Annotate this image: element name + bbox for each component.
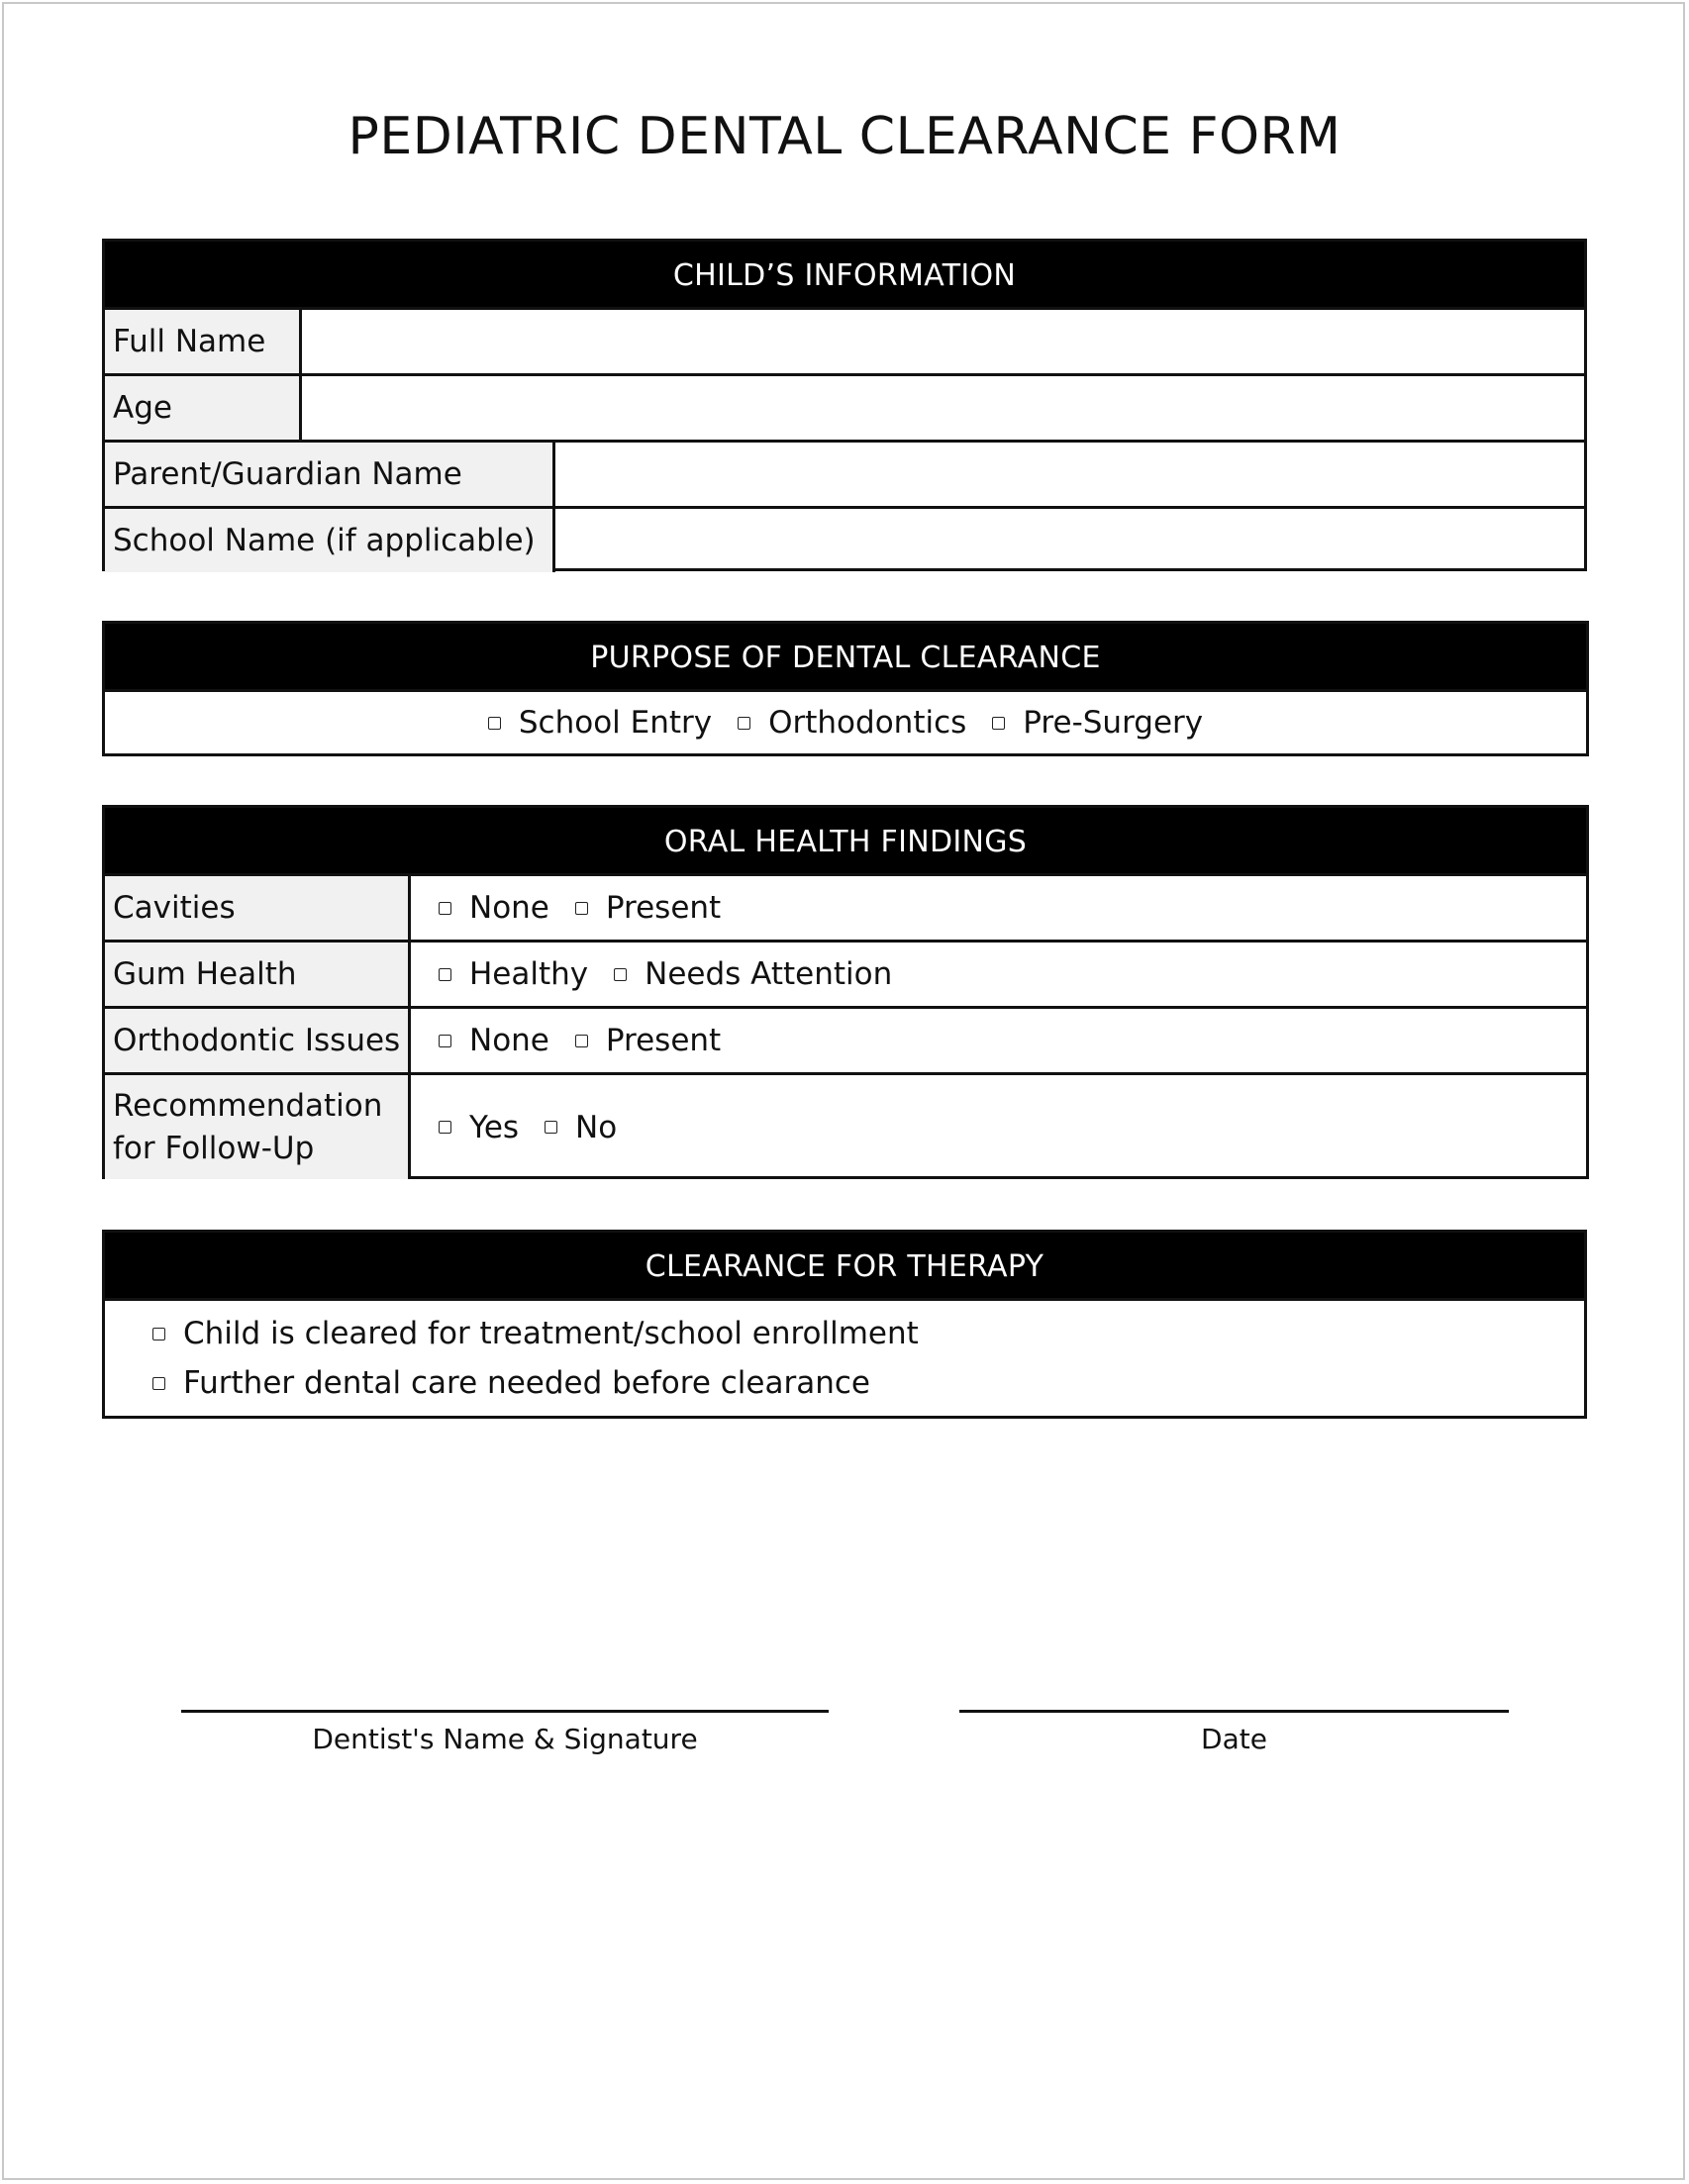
purpose-header: PURPOSE OF DENTAL CLEARANCE: [105, 624, 1586, 689]
checkbox-icon[interactable]: [152, 1377, 165, 1390]
purpose-section: [102, 621, 1589, 756]
full-name-field[interactable]: [302, 310, 1584, 373]
checkbox-icon[interactable]: [992, 717, 1005, 730]
therapy-options: [105, 1298, 1584, 1408]
dentist-signature-line[interactable]: [181, 1710, 829, 1713]
cavities-none-option[interactable]: None: [439, 890, 549, 926]
followup-label: Recommendation for Follow-Up: [105, 1075, 411, 1179]
checkbox-icon[interactable]: [488, 717, 501, 730]
therapy-option-cleared[interactable]: Child is cleared for treatment/school enrollment: [105, 1309, 1584, 1358]
gum-health-label: Gum Health: [105, 943, 411, 1006]
purpose-option-pre-surgery[interactable]: Pre-Surgery: [992, 705, 1203, 741]
child-info-header: CHILD’S INFORMATION: [105, 242, 1584, 307]
followup-yes-option[interactable]: Yes: [439, 1110, 519, 1145]
checkbox-icon[interactable]: [439, 968, 451, 981]
orthodontic-options: [411, 1009, 1586, 1072]
orthodontic-present-option[interactable]: Present: [575, 1023, 721, 1058]
cavities-present-option[interactable]: Present: [575, 890, 721, 926]
checkbox-icon[interactable]: [545, 1121, 557, 1134]
age-label: Age: [105, 376, 302, 440]
findings-row-followup: [105, 1072, 1586, 1179]
checkbox-icon[interactable]: [152, 1328, 165, 1340]
parent-label: Parent/Guardian Name: [105, 443, 555, 506]
checkbox-icon[interactable]: [575, 1035, 588, 1047]
gum-healthy-option[interactable]: Healthy: [439, 956, 588, 992]
checkbox-icon[interactable]: [614, 968, 627, 981]
checkbox-icon[interactable]: [575, 902, 588, 915]
purpose-options-row: [105, 689, 1586, 753]
findings-row-cavities: [105, 873, 1586, 940]
purpose-options: [105, 692, 1586, 753]
gum-health-options: [411, 943, 1586, 1006]
gum-needs-attention-option[interactable]: Needs Attention: [614, 956, 892, 992]
cavities-options: [411, 876, 1586, 940]
cavities-label: Cavities: [105, 876, 411, 940]
school-label: School Name (if applicable): [105, 509, 555, 572]
purpose-option-orthodontics[interactable]: Orthodontics: [738, 705, 966, 741]
age-field[interactable]: [302, 376, 1584, 440]
form-title: PEDIATRIC DENTAL CLEARANCE FORM: [348, 107, 1341, 166]
followup-no-option[interactable]: No: [545, 1110, 617, 1145]
findings-header: ORAL HEALTH FINDINGS: [105, 808, 1586, 873]
checkbox-icon[interactable]: [738, 717, 750, 730]
checkbox-icon[interactable]: [439, 902, 451, 915]
school-row: [105, 506, 1584, 572]
orthodontic-none-option[interactable]: None: [439, 1023, 549, 1058]
checkbox-icon[interactable]: [439, 1121, 451, 1134]
parent-row: [105, 440, 1584, 506]
school-field[interactable]: [555, 509, 1584, 572]
full-name-row: [105, 307, 1584, 373]
dentist-signature-label: Dentist's Name & Signature: [312, 1723, 698, 1755]
findings-row-gum-health: [105, 940, 1586, 1006]
therapy-section: [102, 1230, 1587, 1419]
followup-options: [411, 1075, 1586, 1179]
date-line[interactable]: [959, 1710, 1509, 1713]
findings-section: [102, 805, 1589, 1179]
purpose-option-school-entry[interactable]: School Entry: [488, 705, 712, 741]
child-info-section: [102, 239, 1587, 571]
checkbox-icon[interactable]: [439, 1035, 451, 1047]
date-label: Date: [1201, 1723, 1267, 1755]
therapy-option-further-care[interactable]: Further dental care needed before clearance: [105, 1358, 1584, 1408]
parent-field[interactable]: [555, 443, 1584, 506]
full-name-label: Full Name: [105, 310, 302, 373]
age-row: [105, 373, 1584, 440]
therapy-header: CLEARANCE FOR THERAPY: [105, 1233, 1584, 1298]
orthodontic-issues-label: Orthodontic Issues: [105, 1009, 411, 1072]
findings-row-orthodontic: [105, 1006, 1586, 1072]
